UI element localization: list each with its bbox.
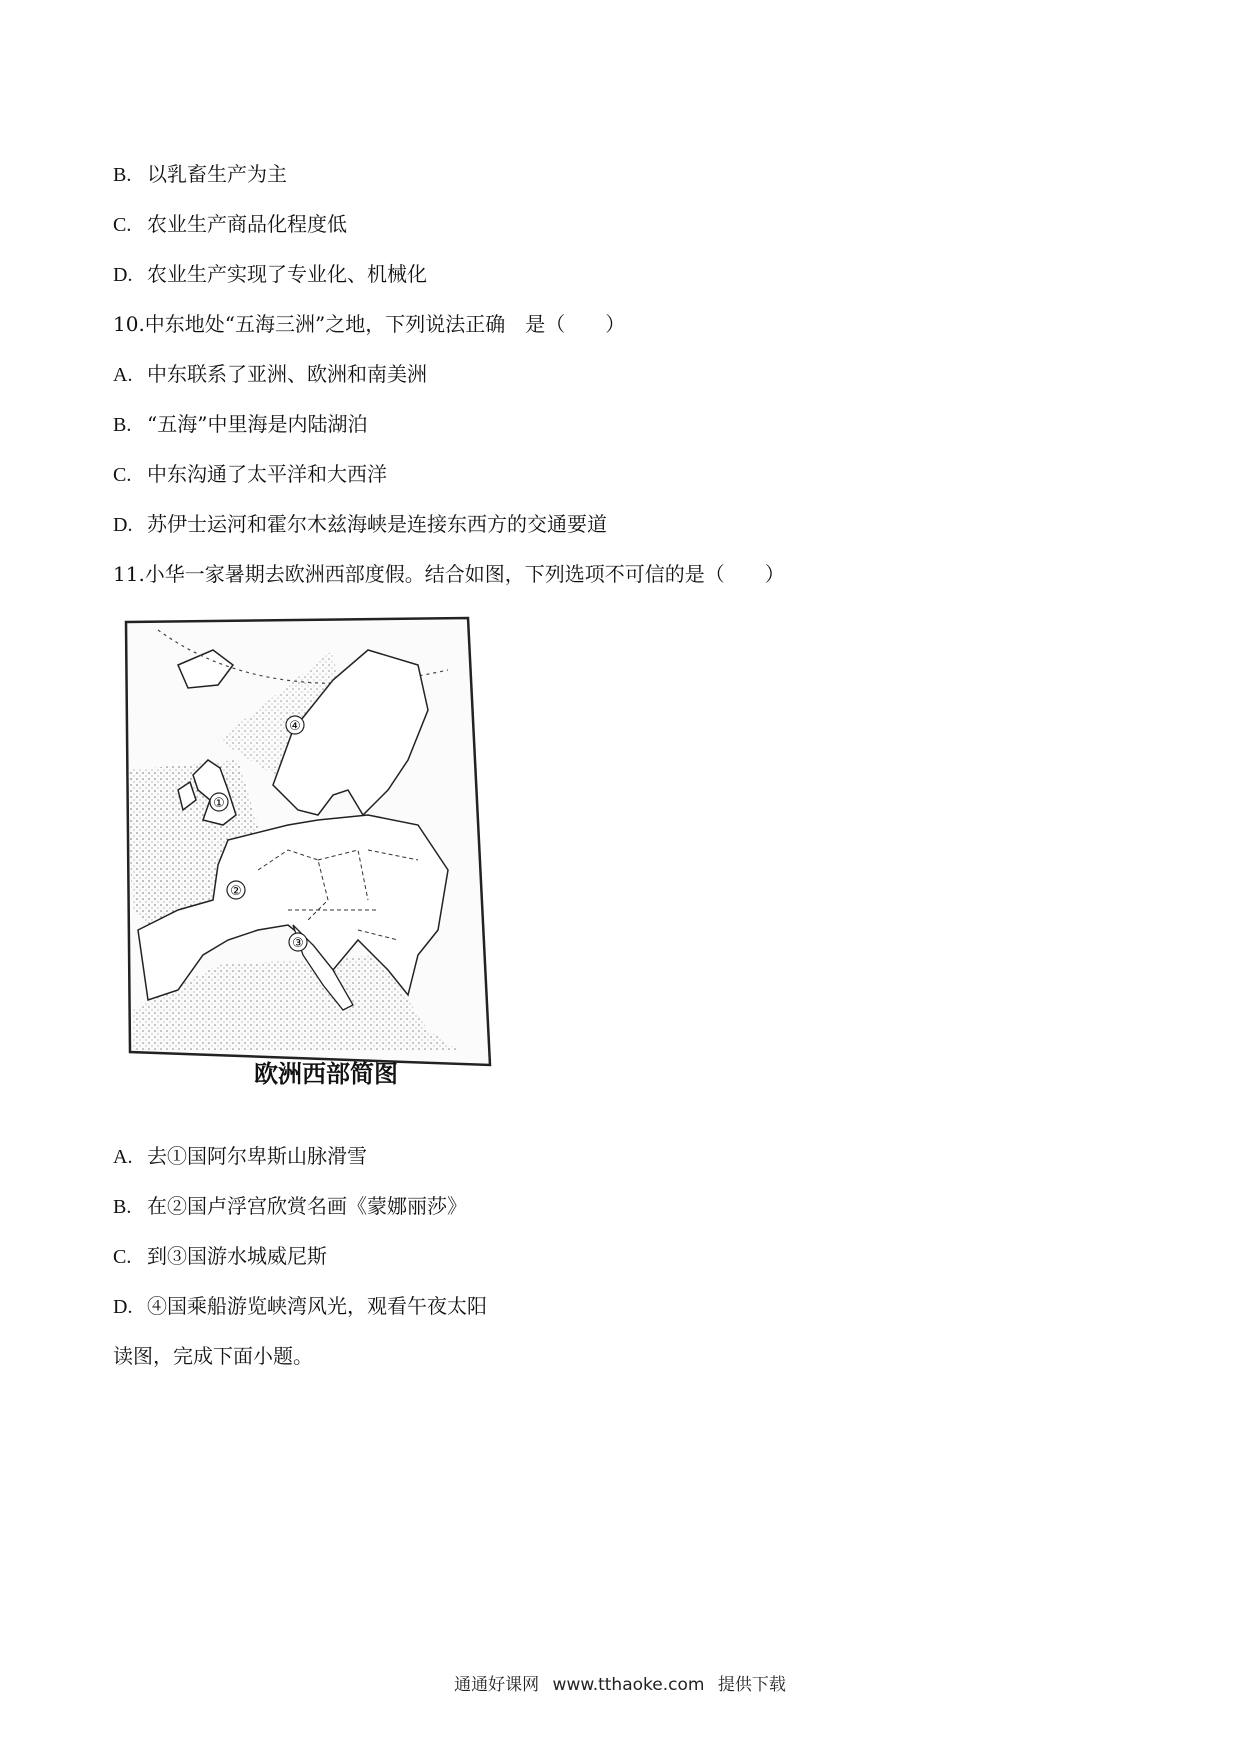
footer-site-name: 通通好课网 [454, 1675, 540, 1695]
q11-option-a [113, 1142, 367, 1171]
option-text: 农业生产实现了专业化、机械化 [147, 262, 427, 286]
option-text: 农业生产商品化程度低 [147, 212, 347, 236]
footer-suffix: 提供下载 [717, 1675, 786, 1695]
q10-option-b [113, 410, 367, 439]
q10-option-d [113, 510, 607, 539]
q11-option-c [113, 1242, 327, 1271]
q10-option-a [113, 360, 427, 389]
marker-4 [286, 716, 304, 734]
option-letter: D. [113, 514, 133, 536]
option-text: 苏伊士运河和霍尔木兹海峡是连接东西方的交通要道 [147, 512, 607, 536]
svg-text:①: ① [213, 796, 225, 811]
option-letter: B. [113, 164, 132, 186]
option-letter: B. [113, 1196, 132, 1218]
option-text: ④国乘船游览峡湾风光，观看午夜太阳 [147, 1294, 487, 1318]
marker-1 [210, 793, 228, 811]
q10-option-c [113, 460, 387, 489]
svg-text:②: ② [230, 884, 242, 899]
option-text: 去①国阿尔卑斯山脉滑雪 [147, 1144, 367, 1168]
option-letter: C. [113, 464, 132, 486]
option-text: “五海”中里海是内陆湖泊 [147, 412, 368, 436]
marker-2 [227, 881, 245, 899]
q11-stem: 11.小华一家暑期去欧洲西部度假。结合如图，下列选项不可信的是（ ） [113, 562, 785, 586]
footer-url[interactable]: www.tthaoke.com [552, 1675, 705, 1695]
option-text: 以乳畜生产为主 [147, 162, 287, 186]
europe-west-map [118, 610, 498, 1090]
q11-option-b [113, 1192, 467, 1221]
svg-text:③: ③ [292, 936, 304, 951]
svg-text:④: ④ [289, 719, 301, 734]
marker-3 [289, 933, 307, 951]
option-letter: D. [113, 264, 133, 286]
option-letter: A. [113, 364, 133, 386]
option-text: 中东沟通了太平洋和大西洋 [147, 462, 387, 486]
page-footer [0, 1670, 1240, 1695]
option-letter: C. [113, 1246, 132, 1268]
q9-option-c [113, 210, 347, 239]
europe-map-figure [118, 610, 498, 1090]
option-text: 在②国卢浮宫欣赏名画《蒙娜丽莎》 [147, 1194, 467, 1218]
option-letter: B. [113, 414, 132, 436]
option-text: 中东联系了亚洲、欧洲和南美洲 [147, 362, 427, 386]
option-text: 到③国游水城威尼斯 [147, 1244, 327, 1268]
option-letter: A. [113, 1146, 133, 1168]
q11-option-d [113, 1292, 487, 1321]
q10-stem: 10.中东地处“五海三洲”之地，下列说法正确 是（ ） [113, 312, 626, 336]
reading-instruction: 读图，完成下面小题。 [113, 1344, 313, 1368]
q9-option-b [113, 160, 287, 189]
option-letter: D. [113, 1296, 133, 1318]
q9-option-d [113, 260, 427, 289]
map-caption: 欧洲西部简图 [254, 1059, 398, 1088]
option-letter: C. [113, 214, 132, 236]
